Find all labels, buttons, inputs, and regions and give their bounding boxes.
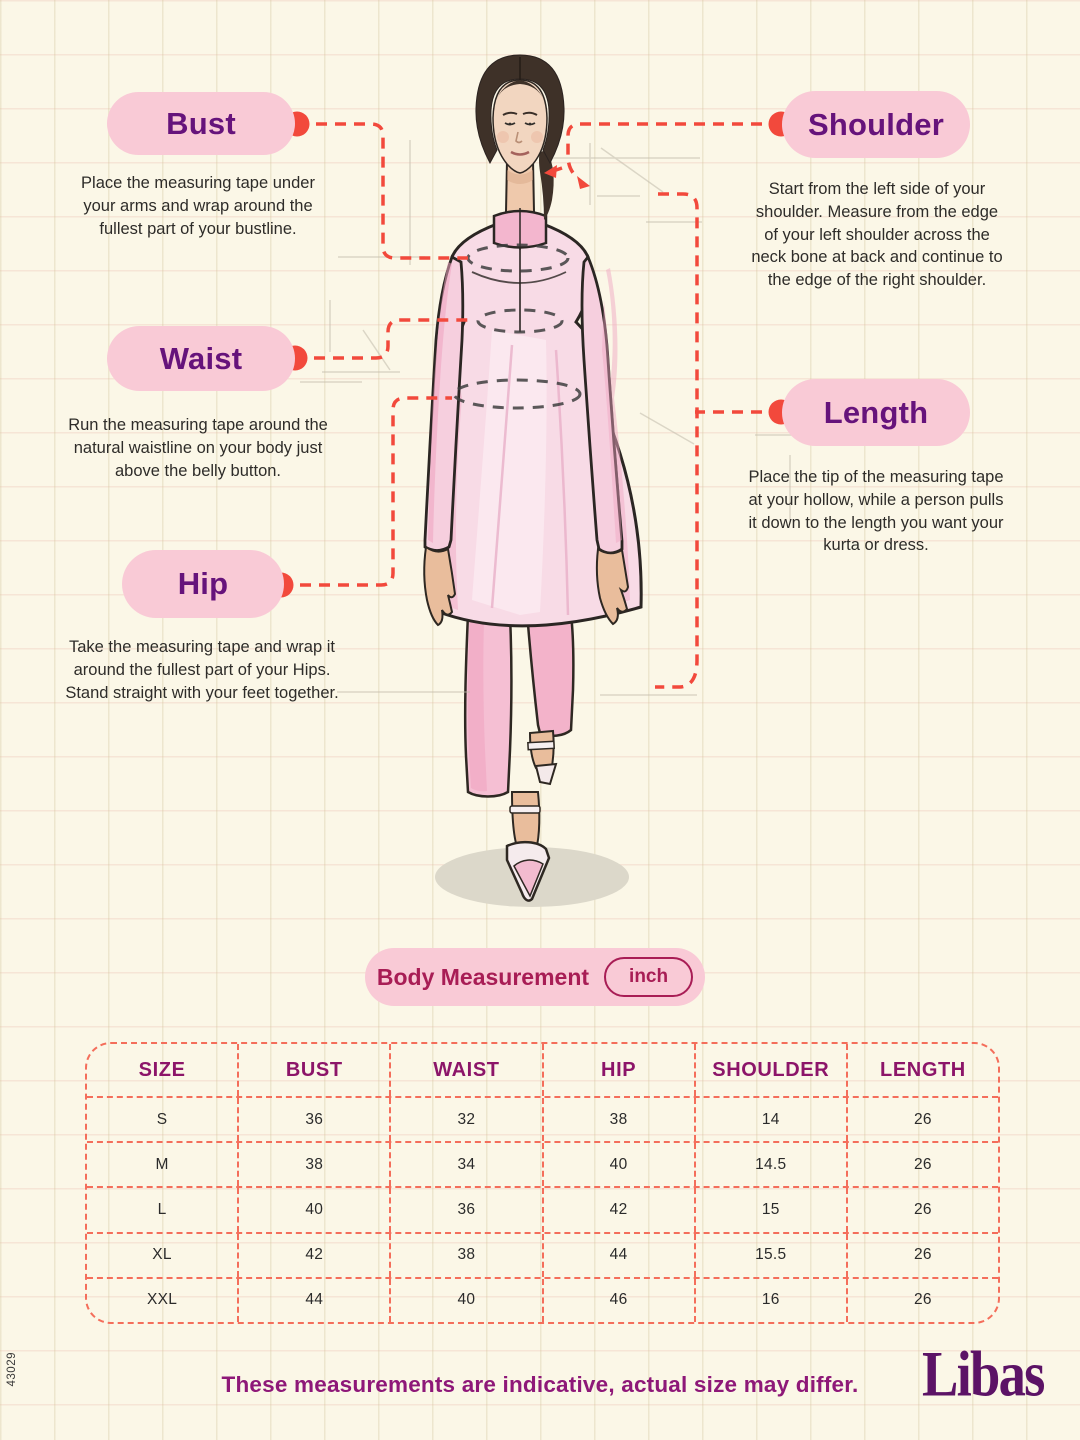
table-header-cell: BUST (239, 1044, 391, 1096)
table-cell: 15.5 (696, 1234, 848, 1277)
table-cell: 40 (239, 1188, 391, 1231)
table-cell: 46 (544, 1279, 696, 1322)
table-cell: 40 (391, 1279, 543, 1322)
disclaimer-text: These measurements are indicative, actual size may differ. (221, 1372, 859, 1397)
table-cell: 44 (544, 1234, 696, 1277)
table-cell: 26 (914, 1246, 932, 1264)
waist-description: Run the measuring tape around the natural waistline on your body just above the belly button. (68, 416, 328, 480)
table-cell: 36 (239, 1098, 391, 1141)
waist-label-pill (107, 326, 295, 391)
table-cell: 26 (914, 1110, 932, 1128)
length-label: Length (823, 394, 929, 430)
length-label-pill (782, 379, 970, 446)
table-row (87, 1096, 998, 1141)
table-cell: 42 (544, 1188, 696, 1231)
table-cell: S (87, 1098, 239, 1141)
hip-label: Hip (177, 566, 229, 601)
face (493, 80, 547, 173)
bust-label: Bust (166, 105, 236, 141)
table-cell: 38 (239, 1143, 391, 1186)
table-cell: 44 (239, 1279, 391, 1322)
size-table-body (87, 1096, 998, 1322)
table-header-cell: LENGTH (880, 1058, 966, 1081)
table-cell: 14.5 (696, 1143, 848, 1186)
hip-label-pill (122, 550, 284, 618)
table-cell: 14 (696, 1098, 848, 1141)
table-cell: 36 (391, 1188, 543, 1231)
table-row (87, 1232, 998, 1277)
table-cell: XXL (87, 1279, 239, 1322)
bust-description: Place the measuring tape under your arms and wrap around the fullest part of your bustline. (81, 174, 315, 238)
table-header-cell: SHOULDER (696, 1044, 848, 1096)
table-header-cell: HIP (544, 1044, 696, 1096)
brand-logo: Libas (922, 1339, 1044, 1411)
side-reference-code: 43029 (6, 1352, 18, 1387)
size-chart-table (85, 1042, 1000, 1324)
table-cell: 26 (914, 1291, 932, 1309)
table-header-cell: WAIST (391, 1044, 543, 1096)
table-cell: 32 (391, 1098, 543, 1141)
hip-description: Take the measuring tape and wrap it around the fullest part of your Hips. Stand straight with your feet together. (65, 638, 339, 702)
unit-badge: inch (604, 957, 693, 997)
table-cell: 15 (696, 1188, 848, 1231)
table-row (87, 1141, 998, 1186)
table-cell: 38 (544, 1098, 696, 1141)
table-cell: L (87, 1188, 239, 1231)
table-cell: XL (87, 1234, 239, 1277)
table-cell: 42 (239, 1234, 391, 1277)
shoulder-description: Start from the left side of your shoulder. Measure from the edge of your left shoulder across the neck bone at back and continue to the edge of the right shoulder. (751, 180, 1003, 290)
waist-label: Waist (159, 340, 243, 376)
table-header-cell: SIZE (87, 1044, 239, 1096)
table-cell: 26 (914, 1201, 932, 1218)
body-measurement-title: Body Measurement (376, 963, 590, 990)
table-row (87, 1277, 998, 1322)
table-cell: M (87, 1143, 239, 1186)
table-cell: 26 (914, 1155, 932, 1173)
table-cell: 34 (391, 1143, 543, 1186)
table-row (87, 1186, 998, 1231)
shoulder-label: Shoulder (808, 106, 944, 142)
length-description: Place the tip of the measuring tape at your hollow, while a person pulls it down to the length you want your kurta or dress. (748, 468, 1004, 555)
shoulder-label-pill (782, 91, 970, 158)
table-cell: 16 (696, 1279, 848, 1322)
table-cell: 40 (544, 1143, 696, 1186)
table-cell: 38 (391, 1234, 543, 1277)
size-table-header-row (87, 1044, 998, 1096)
bust-label-pill (107, 92, 295, 155)
fashion-figure-illustration (330, 40, 760, 930)
body-measurement-header (365, 948, 705, 1006)
